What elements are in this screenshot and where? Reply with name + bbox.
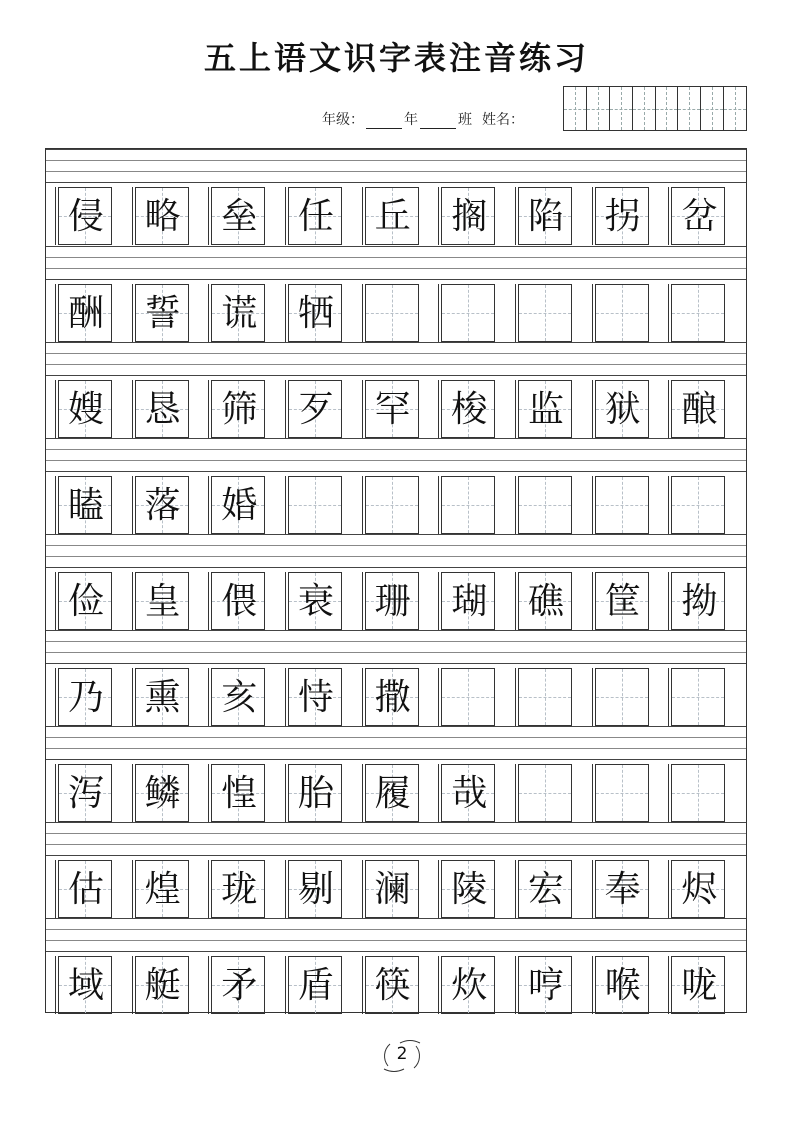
character: 域 [67,965,104,1006]
character [519,765,573,823]
character: 酬 [67,293,104,334]
grade-label: 年级： [322,112,364,128]
character-cell[interactable] [211,380,265,438]
character-cell[interactable] [288,668,342,726]
character [596,477,650,535]
class-blank[interactable] [420,114,456,129]
class-suffix: 班 [458,112,472,128]
character [366,285,420,343]
character: 罕 [374,389,411,430]
character [596,669,650,727]
character-cell[interactable] [441,380,495,438]
character: 鳞 [144,773,181,814]
character: 珑 [221,869,258,910]
character: 狱 [604,389,641,430]
character: 皇 [144,581,181,622]
name-box[interactable] [564,87,587,130]
character: 梭 [451,389,488,430]
character-cell[interactable] [595,380,649,438]
page-number: 2 [396,1044,408,1064]
pinyin-writing-lines[interactable] [46,438,746,476]
practice-row [46,630,746,726]
practice-row [46,149,746,245]
character: 歹 [298,389,335,430]
character: 胎 [298,773,335,814]
character-cell[interactable] [58,956,112,1014]
character-cell[interactable] [365,284,419,342]
character: 恃 [298,677,335,718]
name-box[interactable] [587,87,610,130]
character: 哉 [451,773,488,814]
pinyin-writing-lines[interactable] [46,149,746,187]
character-cell[interactable] [288,284,342,342]
character-cell[interactable] [365,956,419,1014]
character: 剔 [298,869,335,910]
character: 乃 [67,677,104,718]
character-cell[interactable] [365,860,419,918]
character: 恳 [144,389,181,430]
character: 丘 [374,196,411,237]
character-cell[interactable] [288,764,342,822]
practice-row [46,342,746,438]
character-cell[interactable] [671,764,725,822]
character-cell[interactable] [365,380,419,438]
character-cell[interactable] [211,956,265,1014]
character-cell[interactable] [135,956,189,1014]
character-cell[interactable] [58,764,112,822]
name-box[interactable] [678,87,701,130]
pinyin-writing-lines[interactable] [46,342,746,380]
character-cell[interactable] [518,187,572,245]
character-cell[interactable] [365,572,419,630]
character: 泻 [67,773,104,814]
character-cell[interactable] [441,764,495,822]
character-cell[interactable] [441,572,495,630]
name-box[interactable] [633,87,656,130]
pinyin-writing-lines[interactable] [46,918,746,956]
character-cell[interactable] [211,668,265,726]
character-cell[interactable] [671,956,725,1014]
practice-row [46,822,746,918]
pinyin-writing-lines[interactable] [46,246,746,284]
character-cell[interactable] [518,956,572,1014]
character: 岔 [681,196,718,237]
character: 搁 [451,196,488,237]
character: 喉 [604,965,641,1006]
character-cell[interactable] [365,187,419,245]
character [442,285,496,343]
character-cell[interactable] [58,476,112,534]
character: 熏 [144,677,181,718]
pinyin-writing-lines[interactable] [46,726,746,764]
character [442,477,496,535]
character [519,477,573,535]
character: 澜 [374,869,411,910]
character: 筷 [374,965,411,1006]
character: 拐 [604,196,641,237]
character-cell[interactable] [58,187,112,245]
character-cell[interactable] [518,764,572,822]
character-cell[interactable] [58,284,112,342]
character-cell[interactable] [518,860,572,918]
name-writing-boxes[interactable] [563,86,747,131]
character-cell[interactable] [135,380,189,438]
character-cell[interactable] [595,668,649,726]
character-cell[interactable] [671,860,725,918]
name-box[interactable] [656,87,679,130]
year-suffix: 年 [404,112,418,128]
character-cell[interactable] [211,860,265,918]
character-cell[interactable] [365,668,419,726]
character: 瞌 [67,485,104,526]
character [672,477,726,535]
character: 艇 [144,965,181,1006]
character-cell[interactable] [671,572,725,630]
character: 筛 [221,389,258,430]
character-cell[interactable] [135,572,189,630]
character: 筐 [604,581,641,622]
character: 酿 [681,389,718,430]
character-cell[interactable] [211,476,265,534]
character [596,285,650,343]
character-cell[interactable] [135,860,189,918]
character: 瑚 [451,581,488,622]
pinyin-writing-lines[interactable] [46,822,746,860]
character-cell[interactable] [135,668,189,726]
character [596,765,650,823]
character-cell[interactable] [58,380,112,438]
character: 亥 [221,677,258,718]
character: 惶 [221,773,258,814]
character: 拗 [681,581,718,622]
character: 炊 [451,965,488,1006]
character: 婚 [221,485,258,526]
character: 盾 [298,965,335,1006]
character-cell[interactable] [288,187,342,245]
character [442,669,496,727]
character-cell[interactable] [365,764,419,822]
character-cell[interactable] [518,380,572,438]
character: 咙 [681,965,718,1006]
character: 履 [374,773,411,814]
name-label: 姓名： [482,112,524,128]
character: 珊 [374,581,411,622]
character-cell[interactable] [441,284,495,342]
character: 侵 [67,196,104,237]
character-cell[interactable] [595,476,649,534]
character [672,765,726,823]
character-cell[interactable] [671,380,725,438]
character-cell[interactable] [58,860,112,918]
character: 偎 [221,581,258,622]
character-cell[interactable] [441,860,495,918]
character: 煌 [144,869,181,910]
student-info-line [322,107,524,129]
character [289,477,343,535]
character-cell[interactable] [211,187,265,245]
character: 垒 [221,196,258,237]
character-cell[interactable] [595,860,649,918]
grade-blank[interactable] [366,114,402,129]
character: 礁 [528,581,565,622]
page-title: 五上语文识字表注音练习 [203,39,589,77]
character: 陵 [451,869,488,910]
name-box[interactable] [610,87,633,130]
character-cell[interactable] [58,668,112,726]
character [519,285,573,343]
character [519,669,573,727]
character-cell[interactable] [671,668,725,726]
pinyin-writing-lines[interactable] [46,630,746,668]
character: 谎 [221,293,258,334]
character: 撒 [374,677,411,718]
practice-row [46,918,746,1014]
character [672,285,726,343]
practice-row [46,438,746,534]
character: 哼 [528,965,565,1006]
character-cell[interactable] [288,476,342,534]
character-cell[interactable] [441,956,495,1014]
character-cell[interactable] [518,476,572,534]
character-cell[interactable] [671,284,725,342]
character-cell[interactable] [595,956,649,1014]
character: 嫂 [67,389,104,430]
character-cell[interactable] [441,187,495,245]
character-cell[interactable] [288,572,342,630]
practice-row [46,246,746,342]
character-cell[interactable] [58,572,112,630]
character-cell[interactable] [135,284,189,342]
character: 任 [298,196,335,237]
character-cell[interactable] [288,956,342,1014]
character-cell[interactable] [135,764,189,822]
character-cell[interactable] [595,572,649,630]
practice-row [46,534,746,630]
name-box[interactable] [724,87,746,130]
character-cell[interactable] [595,187,649,245]
character: 监 [528,389,565,430]
character-cell[interactable] [365,476,419,534]
character: 矛 [221,965,258,1006]
name-box[interactable] [701,87,724,130]
character-cell[interactable] [595,764,649,822]
character-cell[interactable] [595,284,649,342]
character: 宏 [528,869,565,910]
character-cell[interactable] [211,572,265,630]
practice-sheet [45,148,747,1013]
character: 烬 [681,869,718,910]
character-cell[interactable] [441,476,495,534]
character-cell[interactable] [211,284,265,342]
character-cell[interactable] [671,476,725,534]
page-number-badge [380,1036,424,1076]
character-cell[interactable] [518,668,572,726]
character: 衰 [298,581,335,622]
character [672,669,726,727]
character-cell[interactable] [671,187,725,245]
character-cell[interactable] [135,476,189,534]
character-cell[interactable] [288,860,342,918]
character: 落 [144,485,181,526]
character [366,477,420,535]
character-cell[interactable] [288,380,342,438]
character: 略 [144,196,181,237]
character: 誓 [144,293,181,334]
practice-row [46,726,746,822]
character: 牺 [298,293,335,334]
character-cell[interactable] [135,187,189,245]
character: 估 [67,869,104,910]
character: 俭 [67,581,104,622]
pinyin-writing-lines[interactable] [46,534,746,572]
character-cell[interactable] [518,284,572,342]
character-cell[interactable] [441,668,495,726]
character: 奉 [604,869,641,910]
character-cell[interactable] [518,572,572,630]
character: 陷 [528,196,565,237]
character-cell[interactable] [211,764,265,822]
